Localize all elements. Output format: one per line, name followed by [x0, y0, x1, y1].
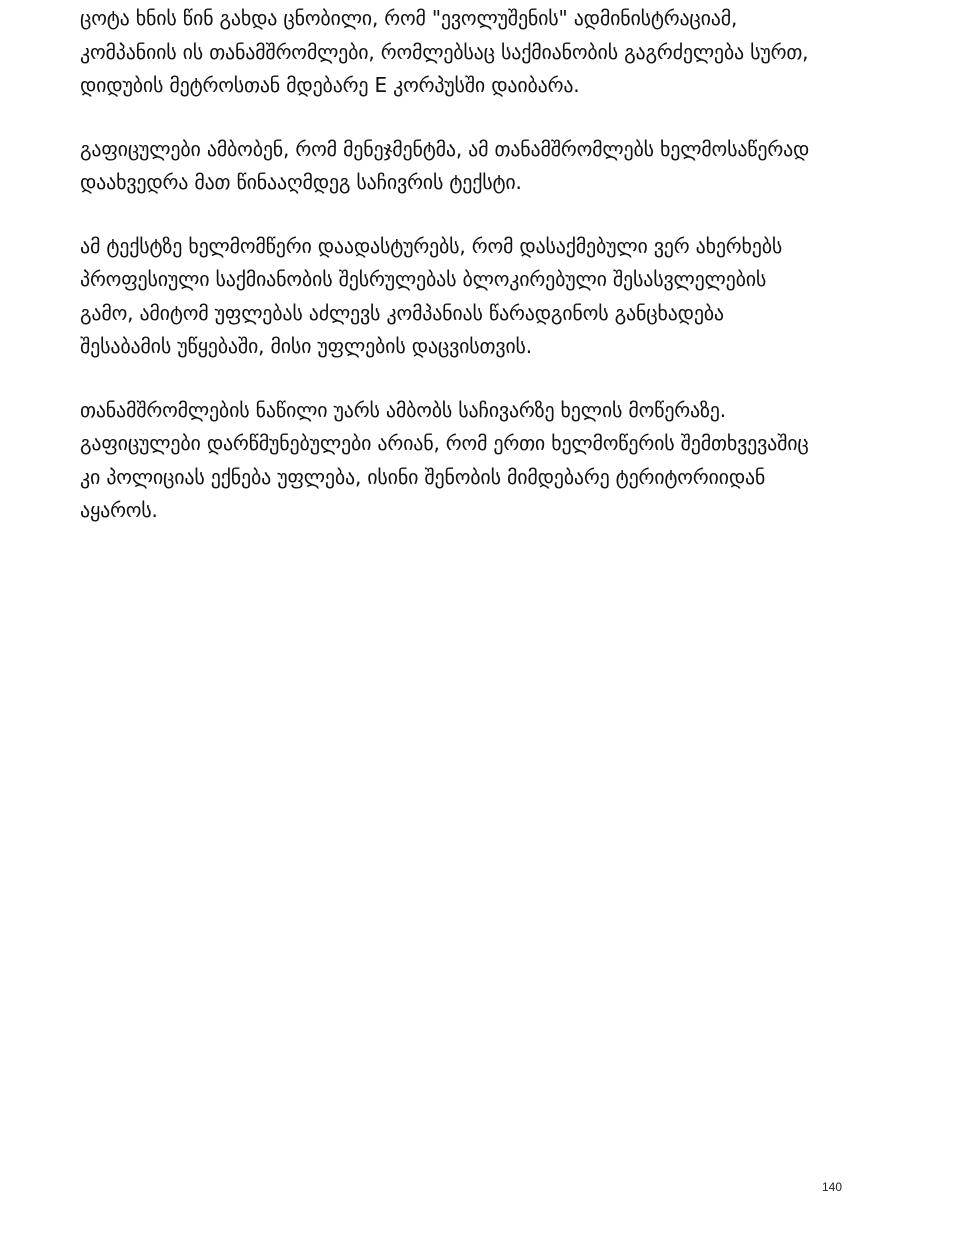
text-line: დიდუბის მეტროსთან მდებარე E კორპუსში დაიბარა. [80, 73, 580, 97]
text-line: პროფესიული საქმიანობის შესრულებას ბლოკირებული შესასვლელების [80, 267, 767, 291]
paragraph-2 [80, 133, 920, 200]
text-line: გაფიცულები დარწმუნებულები არიან, რომ ერთი ხელმოწერის შემთხვევაშიც [80, 431, 809, 455]
text-line: აყაროს. [80, 498, 158, 522]
text-line: გაფიცულები ამბობენ, რომ მენეჯმენტმა, ამ თანამშრომლებს ხელმოსაწერად [80, 136, 810, 161]
text-line: ამ ტექსტზე ხელმომწერი დაადასტურებს, რომ დასაქმებული ვერ ახერხებს [80, 233, 783, 258]
text-line: კი პოლიციას ექნება უფლება, ისინი შენობის მიმდებარე ტერიტორიიდან [80, 464, 766, 489]
document-body [80, 2, 920, 558]
text-line: ცოტა ხნის წინ გახდა ცნობილი, რომ "ევოლუშენის" ადმინისტრაციამ, [80, 6, 738, 30]
text-line: გამო, ამიტომ უფლებას აძლევს კომპანიას წარადგინოს განცხადება [80, 300, 724, 325]
text-line: კომპანიის ის თანამშრომლები, რომლებსაც საქმიანობის გაგრძელება სურთ, [80, 39, 809, 64]
paragraph-1 [80, 2, 920, 103]
page-number: 140 [822, 1180, 843, 1194]
text-line: დაახვედრა მათ წინააღმდეგ საჩივრის ტექსტი. [80, 170, 522, 194]
text-line: თანამშრომლების ნაწილი უარს ამბობს საჩივარზე ხელის მოწერაზე. [80, 397, 726, 422]
text-line: შესაბამის უწყებაში, მისი უფლების დაცვისთვის. [80, 334, 532, 358]
paragraph-4 [80, 394, 920, 528]
paragraph-3 [80, 230, 920, 364]
